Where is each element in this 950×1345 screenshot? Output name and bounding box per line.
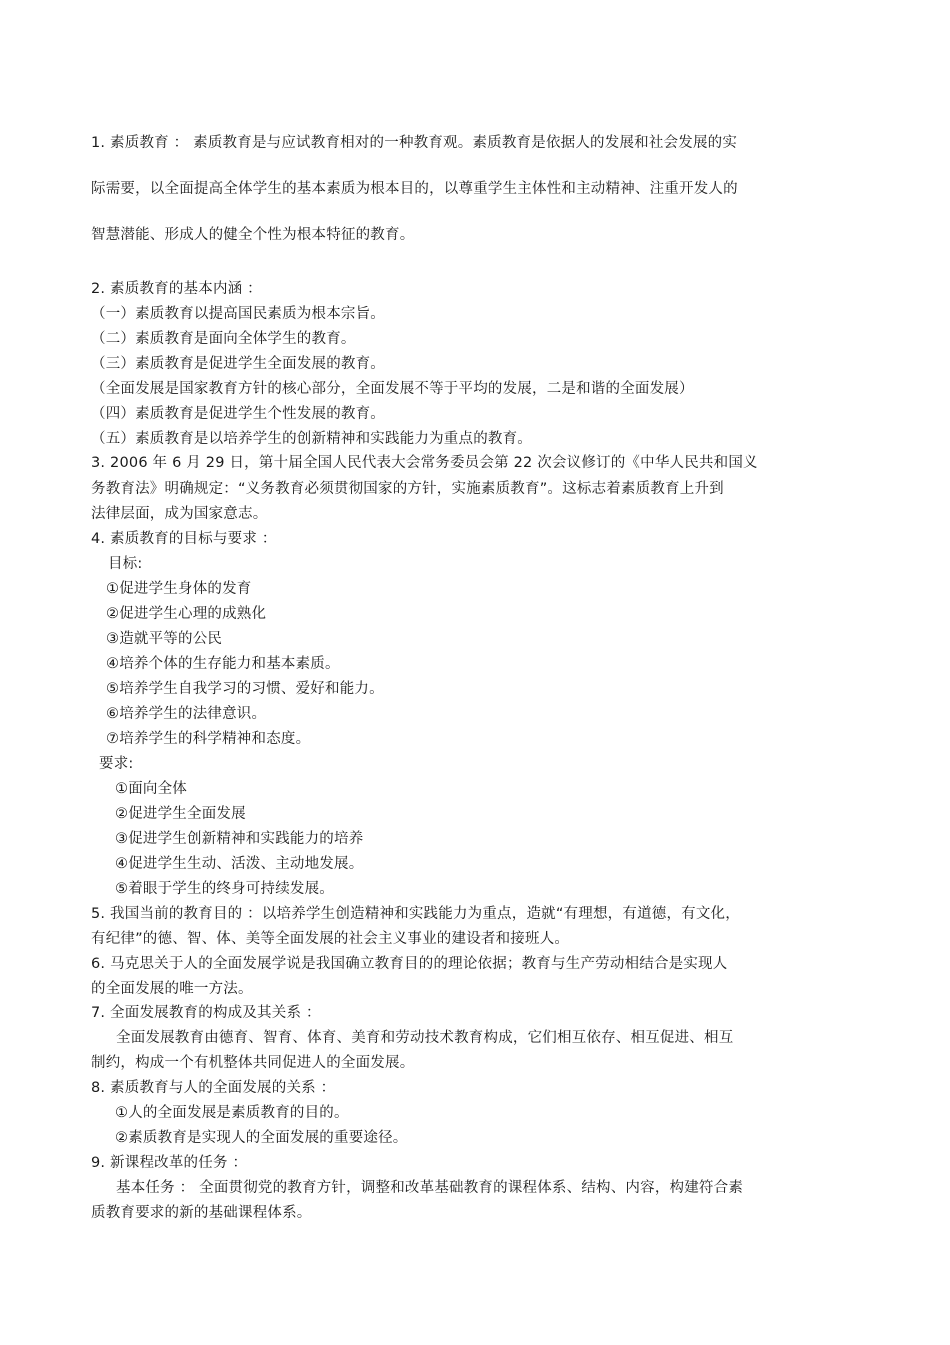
sec2-item: （四）素质教育是促进学生个性发展的教育。 <box>91 406 385 422</box>
sec7-line1: 全面发展教育由德育、智育、体育、美育和劳动技术教育构成，它们相互依存、相互促进、相互 <box>116 1030 734 1046</box>
sec1-line2: 际需要，以全面提高全体学生的基本素质为根本目的，以尊重学生主体性和主动精神、注重开发人的 <box>91 181 738 197</box>
sec1-line3: 智慧潜能、形成人的健全个性为根本特征的教育。 <box>91 227 415 243</box>
sec8-heading: 8. 素质教育与人的全面发展的关系 ： <box>91 1080 336 1096</box>
sec6-line2: 的全面发展的唯一方法。 <box>91 981 253 997</box>
goal-item: ②促进学生心理的成熟化 <box>106 606 267 622</box>
goal-item: ⑦培养学生的科学精神和态度。 <box>106 731 311 747</box>
goal-item: ①促进学生身体的发育 <box>106 581 252 597</box>
sec2-item: （一）素质教育以提高国民素质为根本宗旨。 <box>91 306 385 322</box>
req-item: ①面向全体 <box>115 781 187 797</box>
req-item: ③促进学生创新精神和实践能力的培养 <box>115 831 364 847</box>
sec5-line1: 5. 我国当前的教育目的 ：以培养学生创造精神和实践能力为重点，造就“有理想，有道德，有文化， <box>91 906 740 922</box>
sec7-heading: 7. 全面发展教育的构成及其关系 ： <box>91 1005 321 1021</box>
req-label: 要求: <box>99 756 134 772</box>
goal-item: ④培养个体的生存能力和基本素质。 <box>106 656 340 672</box>
sec8-item: ②素质教育是实现人的全面发展的重要途径。 <box>115 1130 408 1146</box>
sec3-line2: 务教育法》明确规定：“义务教育必须贯彻国家的方针，实施素质教育”。这标志着素质教育上升到 <box>91 481 724 497</box>
sec3-line1: 3. 2006 年 6 月 29 日，第十届全国人民代表大会常务委员会第 22 次会议修订的《中华人民共和国义 <box>91 455 758 471</box>
req-item: ⑤着眼于学生的终身可持续发展。 <box>115 881 334 897</box>
goal-item: ⑤培养学生自我学习的习惯、爱好和能力。 <box>106 681 384 697</box>
req-item: ②促进学生全面发展 <box>115 806 246 822</box>
sec2-note: （全面发展是国家教育方针的核心部分，全面发展不等于平均的发展，二是和谐的全面发展） <box>91 381 694 397</box>
sec6-line1: 6. 马克思关于人的全面发展学说是我国确立教育目的的理论依据；教育与生产劳动相结合是实现人 <box>91 956 728 972</box>
goal-item: ③造就平等的公民 <box>106 631 223 647</box>
sec4-heading: 4. 素质教育的目标与要求 ： <box>91 531 277 547</box>
sec2-item: （二）素质教育是面向全体学生的教育。 <box>91 331 356 347</box>
goals-label: 目标: <box>108 556 143 572</box>
sec9-line1: 基本任务 ： 全面贯彻党的教育方针，调整和改革基础教育的课程体系、结构、内容，构建符合素 <box>116 1180 744 1196</box>
sec5-line2: 有纪律”的德、智、体、美等全面发展的社会主义事业的建设者和接班人。 <box>91 931 570 947</box>
sec8-item: ①人的全面发展是素质教育的目的。 <box>115 1105 349 1121</box>
sec3-line3: 法律层面，成为国家意志。 <box>91 506 268 522</box>
sec2-item: （五）素质教育是以培养学生的创新精神和实践能力为重点的教育。 <box>91 431 532 447</box>
sec1-line1: 1. 素质教育 ： 素质教育是与应试教育相对的一种教育观。素质教育是依据人的发展和社会发展的实 <box>91 135 738 151</box>
sec7-line2: 制约，构成一个有机整体共同促进人的全面发展。 <box>91 1055 415 1071</box>
sec2-heading: 2. 素质教育的基本内涵 ： <box>91 281 262 297</box>
req-item: ④促进学生生动、活泼、主动地发展。 <box>115 856 364 872</box>
sec9-heading: 9. 新课程改革的任务 ： <box>91 1155 248 1171</box>
goal-item: ⑥培养学生的法律意识。 <box>106 706 267 722</box>
sec9-line2: 质教育要求的新的基础课程体系。 <box>91 1205 312 1221</box>
sec2-item: （三）素质教育是促进学生全面发展的教育。 <box>91 356 385 372</box>
